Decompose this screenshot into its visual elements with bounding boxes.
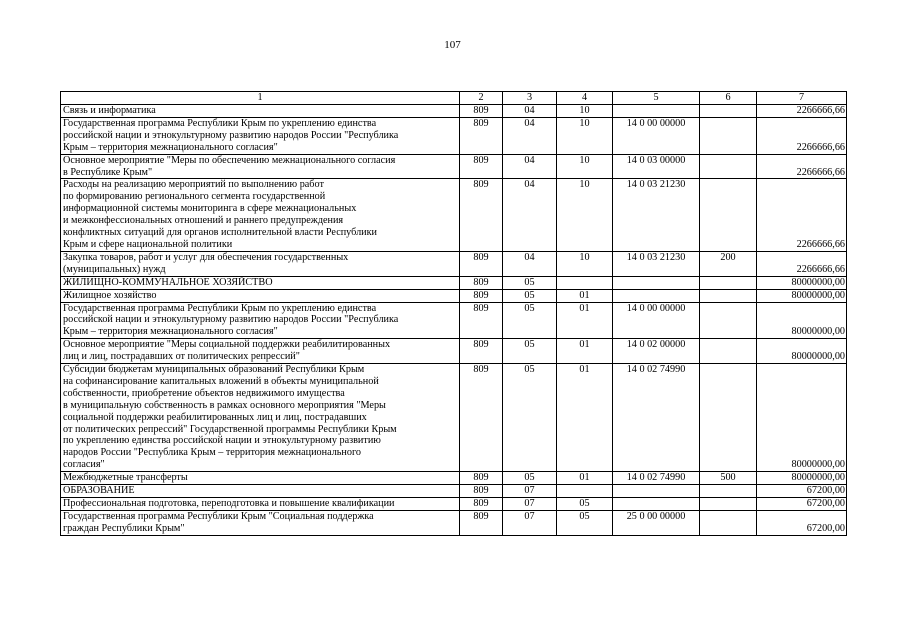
item-name-line: на софинансирование капитальных вложений в объекты муниципальной — [63, 375, 379, 387]
expense-type-cell — [700, 302, 757, 339]
expense-type-cell: 200 — [700, 251, 757, 276]
subsection-cell: 10 — [557, 105, 613, 118]
table-row — [61, 498, 847, 511]
item-name-line: Государственная программа Республики Крым "Социальная поддержка — [63, 510, 374, 522]
amount-cell: 80000000,00 — [757, 276, 847, 289]
amount-cell: 67200,00 — [757, 485, 847, 498]
target-article-cell — [613, 289, 700, 302]
subsection-cell: 05 — [557, 510, 613, 535]
section-cell: 04 — [503, 179, 557, 251]
section-cell: 05 — [503, 289, 557, 302]
item-name-cell — [61, 276, 460, 289]
amount-cell: 80000000,00 — [757, 472, 847, 485]
item-name-line: от политических репрессий" Государственной программы Республики Крым — [63, 423, 397, 435]
item-name-line: Государственная программа Республики Крым по укреплению единства — [63, 302, 377, 314]
target-article-cell: 25 0 00 00000 — [613, 510, 700, 535]
table-row — [61, 510, 847, 535]
table-row — [61, 105, 847, 118]
item-name-line: Расходы на реализацию мероприятий по выполнению работ — [63, 179, 324, 191]
item-name-line: по укреплению единства российской нации и этнокультурному развитию — [63, 435, 381, 447]
target-article-cell: 14 0 02 74990 — [613, 364, 700, 472]
section-cell: 05 — [503, 276, 557, 289]
table-row — [61, 472, 847, 485]
amount-cell: 80000000,00 — [757, 364, 847, 472]
amount-cell: 2266666,66 — [757, 179, 847, 251]
section-cell: 04 — [503, 251, 557, 276]
table-row — [61, 154, 847, 179]
target-article-cell: 14 0 00 00000 — [613, 302, 700, 339]
item-name-line: Субсидии бюджетам муниципальных образований Республики Крым — [63, 364, 365, 376]
item-name-cell — [61, 105, 460, 118]
item-name-cell — [61, 339, 460, 364]
item-name-cell — [61, 472, 460, 485]
table-row — [61, 117, 847, 154]
item-name-line: в муниципальную собственность в рамках основного мероприятия "Меры — [63, 399, 386, 411]
table-row — [61, 179, 847, 251]
section-cell: 04 — [503, 154, 557, 179]
table-row — [61, 289, 847, 302]
expense-type-cell — [700, 510, 757, 535]
item-name-line: конфликтных ситуаций для органов исполнительной власти Республики — [63, 227, 378, 239]
header-cell: 2 — [460, 92, 503, 105]
target-article-cell: 14 0 03 21230 — [613, 251, 700, 276]
subsection-cell: 01 — [557, 289, 613, 302]
item-name-cell — [61, 179, 460, 251]
item-name-line: российской нации и этнокультурному развитию народов России "Республика — [63, 314, 399, 326]
item-name-cell — [61, 485, 460, 498]
amount-cell: 67200,00 — [757, 498, 847, 511]
header-cell: 7 — [757, 92, 847, 105]
item-name-line: российской нации и этнокультурному развитию народов России "Республика — [63, 129, 399, 141]
section-cell: 07 — [503, 510, 557, 535]
item-name-cell — [61, 251, 460, 276]
item-name-line: в Республике Крым" — [63, 166, 153, 178]
target-article-cell — [613, 485, 700, 498]
item-name-line: ОБРАЗОВАНИЕ — [63, 485, 135, 497]
amount-cell: 2266666,66 — [757, 117, 847, 154]
expense-type-cell: 500 — [700, 472, 757, 485]
section-cell: 04 — [503, 117, 557, 154]
amount-cell: 80000000,00 — [757, 302, 847, 339]
item-name-line: Крым – территория межнационального согласия" — [63, 141, 278, 153]
page-number: 107 — [444, 39, 461, 51]
target-article-cell: 14 0 02 74990 — [613, 472, 700, 485]
item-name-line: по формированию регионального сегмента государственной — [63, 191, 326, 203]
amount-cell: 67200,00 — [757, 510, 847, 535]
item-name-cell — [61, 117, 460, 154]
section-cell: 07 — [503, 498, 557, 511]
item-name-cell — [61, 498, 460, 511]
table-row — [61, 276, 847, 289]
code-cell: 809 — [460, 472, 503, 485]
target-article-cell — [613, 276, 700, 289]
table-row — [61, 251, 847, 276]
subsection-cell — [557, 276, 613, 289]
item-name-line: информационной системы мониторинга в сфере межнациональных — [63, 203, 357, 215]
subsection-cell: 01 — [557, 339, 613, 364]
expense-type-cell — [700, 289, 757, 302]
item-name-line: народов России "Республика Крым – территория межнационального — [63, 447, 361, 459]
item-name-line: Основное мероприятие "Меры социальной поддержки реабилитированных — [63, 339, 391, 351]
header-cell: 1 — [61, 92, 460, 105]
subsection-cell: 10 — [557, 251, 613, 276]
item-name-line: лиц и лиц, пострадавших от политических репрессий" — [63, 351, 300, 363]
item-name-line: Жилищное хозяйство — [63, 289, 157, 301]
amount-cell: 80000000,00 — [757, 339, 847, 364]
subsection-cell: 10 — [557, 154, 613, 179]
amount-cell: 2266666,66 — [757, 105, 847, 118]
item-name-line: Профессиональная подготовка, переподготовка и повышение квалификации — [63, 498, 395, 509]
code-cell: 809 — [460, 339, 503, 364]
expense-type-cell — [700, 154, 757, 179]
expense-type-cell — [700, 117, 757, 154]
table-body — [61, 105, 847, 536]
target-article-cell: 14 0 03 21230 — [613, 179, 700, 251]
code-cell: 809 — [460, 364, 503, 472]
section-cell: 07 — [503, 485, 557, 498]
code-cell: 809 — [460, 510, 503, 535]
header-cell: 3 — [503, 92, 557, 105]
expense-type-cell — [700, 105, 757, 118]
section-cell: 05 — [503, 339, 557, 364]
amount-cell: 80000000,00 — [757, 289, 847, 302]
item-name-line: Связь и информатика — [63, 105, 156, 116]
target-article-cell: 14 0 02 00000 — [613, 339, 700, 364]
expense-type-cell — [700, 179, 757, 251]
item-name-line: Крым – территория межнационального согласия" — [63, 326, 278, 338]
item-name-line: и межконфессиональных отношений и раннего предупреждения — [63, 215, 344, 227]
target-article-cell — [613, 498, 700, 511]
table-row — [61, 364, 847, 472]
item-name-line: Крым и сфере национальной политики — [63, 238, 233, 250]
expense-type-cell — [700, 364, 757, 472]
subsection-cell: 01 — [557, 302, 613, 339]
code-cell: 809 — [460, 251, 503, 276]
item-name-cell — [61, 154, 460, 179]
code-cell: 809 — [460, 302, 503, 339]
item-name-line: Межбюджетные трансферты — [63, 472, 188, 484]
subsection-cell: 01 — [557, 364, 613, 472]
expense-type-cell — [700, 485, 757, 498]
table-row — [61, 302, 847, 339]
code-cell: 809 — [460, 485, 503, 498]
subsection-cell: 05 — [557, 498, 613, 511]
item-name-line: собственности, приобретение объектов недвижимого имущества — [63, 387, 345, 399]
subsection-cell — [557, 485, 613, 498]
subsection-cell: 10 — [557, 117, 613, 154]
code-cell: 809 — [460, 179, 503, 251]
target-article-cell — [613, 105, 700, 118]
section-cell: 05 — [503, 472, 557, 485]
header-cell: 4 — [557, 92, 613, 105]
item-name-line: граждан Республики Крым" — [63, 522, 185, 534]
item-name-line: Государственная программа Республики Крым по укреплению единства — [63, 117, 377, 129]
item-name-line: (муниципальных) нужд — [63, 263, 166, 275]
target-article-cell: 14 0 00 00000 — [613, 117, 700, 154]
header-cell: 5 — [613, 92, 700, 105]
item-name-cell — [61, 510, 460, 535]
item-name-line: Основное мероприятие "Меры по обеспечению межнационального согласия — [63, 154, 396, 166]
header-row — [61, 92, 847, 105]
item-name-cell — [61, 364, 460, 472]
target-article-cell: 14 0 03 00000 — [613, 154, 700, 179]
amount-cell: 2266666,66 — [757, 154, 847, 179]
code-cell: 809 — [460, 289, 503, 302]
amount-cell: 2266666,66 — [757, 251, 847, 276]
subsection-cell: 10 — [557, 179, 613, 251]
expense-type-cell — [700, 498, 757, 511]
section-cell: 04 — [503, 105, 557, 118]
table-row — [61, 485, 847, 498]
section-cell: 05 — [503, 364, 557, 472]
section-cell: 05 — [503, 302, 557, 339]
code-cell: 809 — [460, 105, 503, 118]
item-name-line: Закупка товаров, работ и услуг для обеспечения государственных — [63, 251, 349, 263]
item-name-cell — [61, 302, 460, 339]
code-cell: 809 — [460, 154, 503, 179]
budget-table — [60, 91, 847, 536]
code-cell: 809 — [460, 276, 503, 289]
code-cell: 809 — [460, 498, 503, 511]
item-name-line: социальной поддержки реабилитированных лиц и лиц, пострадавших — [63, 411, 367, 423]
item-name-line: ЖИЛИЩНО-КОММУНАЛЬНОЕ ХОЗЯЙСТВО — [63, 276, 273, 288]
expense-type-cell — [700, 339, 757, 364]
subsection-cell: 01 — [557, 472, 613, 485]
table-row — [61, 339, 847, 364]
item-name-line: согласия" — [63, 459, 105, 471]
item-name-cell — [61, 289, 460, 302]
code-cell: 809 — [460, 117, 503, 154]
header-cell: 6 — [700, 92, 757, 105]
expense-type-cell — [700, 276, 757, 289]
